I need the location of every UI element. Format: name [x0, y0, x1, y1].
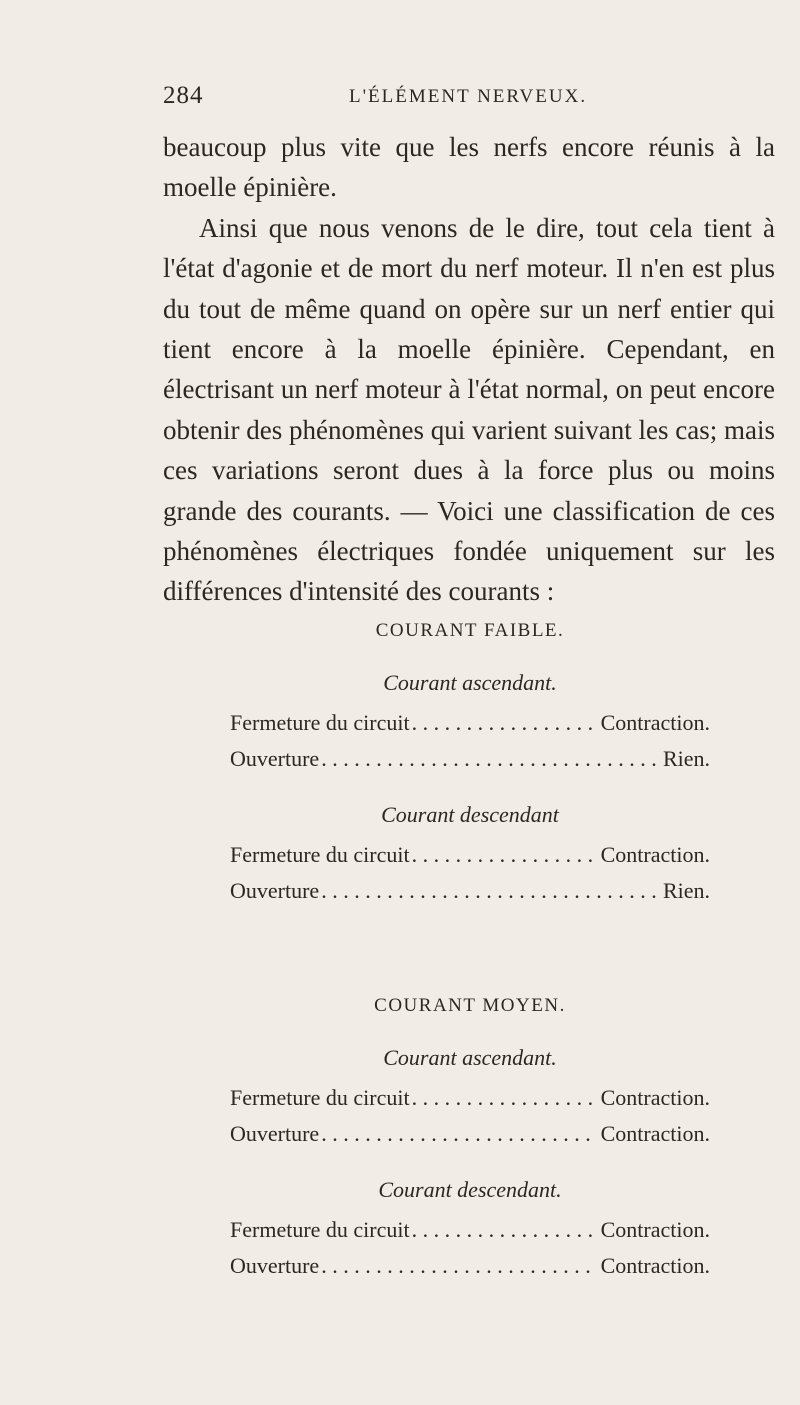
row-label: Ouverture: [230, 1121, 320, 1146]
group-title: Courant descendant: [381, 802, 559, 827]
row-label: Fermeture du circuit: [230, 710, 410, 735]
section-courant-moyen: [230, 995, 710, 1289]
table-row: [230, 1085, 710, 1121]
leader-dots: [321, 746, 659, 772]
row-result: Contraction.: [600, 1121, 710, 1146]
row-result: Contraction.: [600, 1217, 710, 1242]
paragraph-main: Ainsi que nous venons de le dire, tout cela tient à l'état d'agonie et de mort du nerf moteur. Il n'en est plus du tout de même quand on opère sur un nerf entier qui tient encore à la moelle épinière. Cependant, en électrisant un nerf moteur à l'état normal, on peut encore obtenir des phénomènes qui varient suivant les cas; mais ces variations seront dues à la force plus ou moins grande des courants. — Voici une classification de ces phénomènes électriques fondée uniquement sur les différences d'intensité des courants :: [163, 212, 775, 607]
group-title: Courant ascendant.: [383, 670, 557, 695]
group-title: Courant ascendant.: [383, 1045, 557, 1070]
paragraph-continuation: beaucoup plus vite que les nerfs encore réunis à la moelle épinière.: [163, 132, 775, 203]
row-label: Ouverture: [230, 746, 320, 771]
row-label: Fermeture du circuit: [230, 1217, 410, 1242]
row-result: Contraction.: [600, 1253, 710, 1278]
leader-dots: [321, 1121, 596, 1147]
leader-dots: [321, 1253, 596, 1279]
page-header: [163, 82, 773, 116]
row-label: Ouverture: [230, 878, 320, 903]
row-result: Contraction.: [600, 710, 710, 735]
row-result: Contraction.: [600, 1085, 710, 1110]
leader-dots: [412, 710, 597, 736]
row-label: Fermeture du circuit: [230, 842, 410, 867]
table-row: [230, 1217, 710, 1253]
table-row: [230, 1121, 710, 1157]
page-number: 284: [163, 82, 204, 109]
table-row: [230, 710, 710, 746]
row-label: Ouverture: [230, 1253, 320, 1278]
row-result: Rien.: [662, 746, 710, 771]
group-title: Courant descendant.: [378, 1177, 562, 1202]
row-label: Fermeture du circuit: [230, 1085, 410, 1110]
table-row: [230, 1253, 710, 1289]
table-row: [230, 746, 710, 782]
leader-dots: [412, 1217, 597, 1243]
section-heading: COURANT MOYEN.: [374, 995, 566, 1016]
leader-dots: [412, 1085, 597, 1111]
table-row: [230, 878, 710, 914]
leader-dots: [412, 842, 597, 868]
table-row: [230, 842, 710, 878]
row-result: Rien.: [662, 878, 710, 903]
row-result: Contraction.: [600, 842, 710, 867]
leader-dots: [321, 878, 659, 904]
section-heading: COURANT FAIBLE.: [375, 620, 565, 641]
running-title: L'ÉLÉMENT NERVEUX.: [349, 86, 588, 107]
section-courant-faible: [230, 620, 710, 914]
body-text: [163, 127, 775, 612]
